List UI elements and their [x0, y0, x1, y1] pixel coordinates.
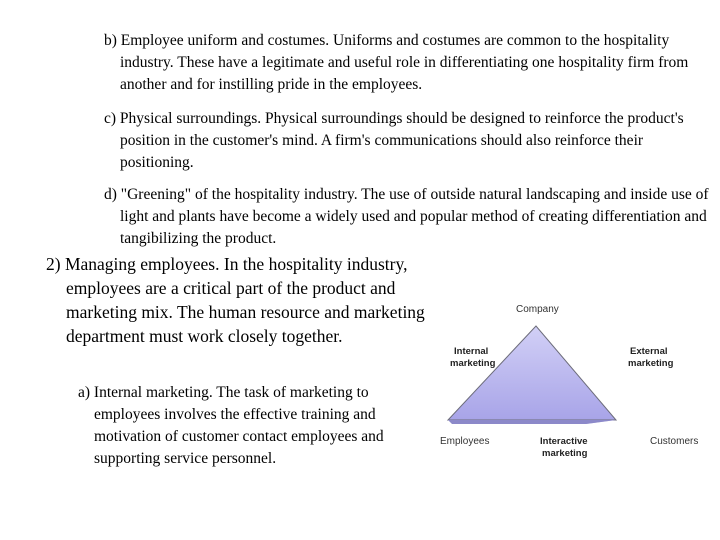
- paragraph-d-greening: d) "Greening" of the hospitality industry. The use of outside natural landscaping and inside use of light and plants have become a widely used and popular method of creating differentiation and tangibilizing the product.: [104, 186, 709, 247]
- label-internal-marketing-line2: marketing: [450, 358, 496, 369]
- service-marketing-triangle: [418, 292, 718, 472]
- label-interactive-marketing-line2: marketing: [542, 448, 588, 459]
- label-interactive-marketing-line1: Interactive: [540, 436, 588, 447]
- paragraph-c-physical-surroundings: c) Physical surroundings. Physical surroundings should be designed to reinforce the product's position in the customer's mind. A firm's communications should also reinforce their positioning.: [104, 110, 684, 171]
- label-customers: Customers: [650, 436, 699, 447]
- label-external-marketing-line2: marketing: [628, 358, 674, 369]
- triangle-diagram-svg: [418, 292, 718, 472]
- label-employees: Employees: [440, 436, 490, 447]
- paragraph-2-managing-employees: 2) Managing employees. In the hospitality industry, employees are a critical part of the product and marketing mix. The human resource and marketing department must work closely together.: [46, 254, 425, 346]
- label-internal-marketing-line1: Internal: [454, 346, 489, 357]
- paragraph-b-employee-uniform: b) Employee uniform and costumes. Uniforms and costumes are common to the hospitality industry. These have a legitimate and useful role in differentiating one hospitality firm from another and for instilling pride in the employees.: [104, 32, 689, 93]
- label-company: Company: [516, 304, 559, 315]
- triangle-base-bevel: [448, 420, 616, 424]
- triangle-shape: [448, 326, 616, 420]
- label-external-marketing-line1: External: [630, 346, 668, 357]
- paragraph-a-internal-marketing: a) Internal marketing. The task of marketing to employees involves the effective training and motivation of customer contact employees and supporting service personnel.: [78, 384, 384, 467]
